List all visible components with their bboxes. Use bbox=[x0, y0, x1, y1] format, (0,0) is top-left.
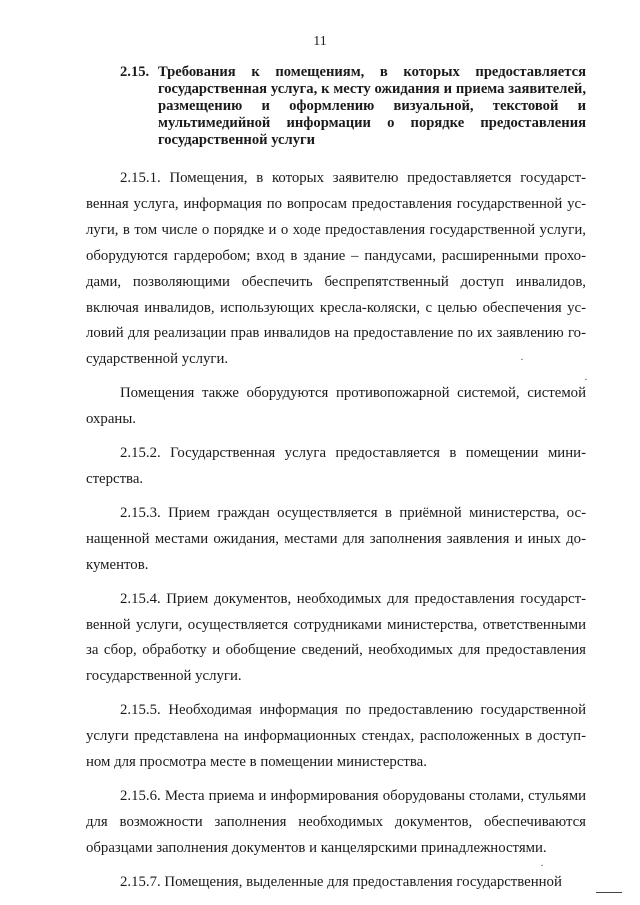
paragraph-2-15-6: 2.15.6. Места приема и информирования оборудованы столами, стульями для возможности заполнения необходимых документов, обеспечиваются образцами заполнения документов и канцелярскими принадлежностями. bbox=[86, 787, 586, 856]
paragraph-2-15-3: 2.15.3. Прием граждан осуществляется в приёмной министерства, оснащенной местами ожидания, местами для заполнения заявления и иных документов. bbox=[86, 504, 586, 573]
scan-speck: · bbox=[520, 352, 524, 366]
section-title: Требования к помещениям, в которых предоставляется государственная услуга, к месту ожидания и приема заявителей, размещению и оформлению визуальной, текстовой и мультимедийной информации о порядке предоставления государственной услуги bbox=[158, 64, 586, 148]
page-number: 11 bbox=[313, 34, 327, 49]
paragraph-2-15-2: 2.15.2. Государственная услуга предоставляется в помещении министерства. bbox=[86, 445, 586, 487]
paragraph-2-15-7: 2.15.7. Помещения, выделенные для предоставления государственной bbox=[120, 873, 562, 890]
paragraph-2-15-1: 2.15.1. Помещения, в которых заявителю предоставляется государственная услуга, информация по вопросам предоставления государственной услуги, в том числе о порядке и о ходе предоставления государственной услуги, оборудуются гардеробом; вход в здание – пандусами, расширенными проходами, позволяющими обеспечить беспрепятственный доступ инвалидов, включая инвалидов, использующих кресла-коляски, с целью обеспечения условий для реализации прав инвалидов на предоставление по их заявлению государственной услуги. bbox=[86, 170, 586, 368]
section-heading bbox=[120, 64, 586, 149]
scan-speck: · bbox=[540, 858, 544, 872]
document-body bbox=[86, 166, 586, 904]
paragraph-2-15-5: 2.15.5. Необходимая информация по предоставлению государственной услуги представлена на информационных стендах, расположенных в доступном для просмотра месте в помещении министерства. bbox=[86, 702, 586, 771]
paragraph-premises-security: Помещения также оборудуются противопожарной системой, системой охраны. bbox=[86, 385, 586, 428]
section-number: 2.15. bbox=[120, 64, 150, 80]
scan-speck: · bbox=[584, 372, 588, 386]
paragraph-2-15-4: 2.15.4. Прием документов, необходимых для предоставления государственной услуги, осуществляется сотрудниками министерства, ответственными за сбор, обработку и обобщение сведений, необходимых для предоставления государственной услуги. bbox=[86, 590, 586, 685]
scan-edge-line bbox=[596, 892, 622, 893]
